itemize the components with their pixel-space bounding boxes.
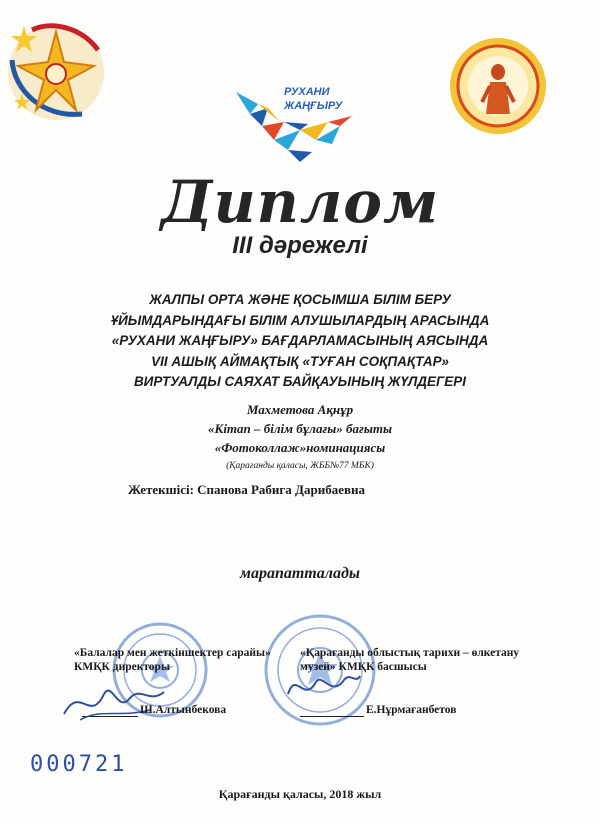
- award-description: [0, 290, 600, 393]
- right-org-line1: «Қарағанды облыстық тарихи – өлкетану: [300, 647, 520, 659]
- description-line: ҰЙЫМДАРЫНДАҒЫ БІЛІМ АЛУШЫЛАРДЫҢ АРАСЫНДА: [110, 312, 490, 328]
- description-line: ВИРТУАЛДЫ САЯХАТ БАЙҚАУЫНЫҢ ЖҮЛДЕГЕРІ: [133, 374, 467, 389]
- degree-label: III дәрежелі: [232, 232, 368, 259]
- winner-school: (Қарағанды қаласы, ЖББ№77 МБК): [226, 461, 374, 471]
- description-line: ЖАЛПЫ ОРТА ЖӘНЕ ҚОСЫМША БІЛІМ БЕРУ: [149, 292, 451, 307]
- winner-direction: «Кітап – білім бұлағы» бағыты: [208, 421, 392, 436]
- right-signature-line: [300, 716, 364, 717]
- logo-text-line2: ЖАҢҒЫРУ: [284, 100, 343, 112]
- description-line: VII АШЫҚ АЙМАҚТЫҚ «ТУҒАН СОҚПАҚТАР»: [151, 353, 449, 369]
- left-signatory-org: [74, 646, 271, 674]
- right-org-line2: музей» КМҚК басшысы: [300, 661, 427, 673]
- palace-emblem: [2, 10, 110, 130]
- winner-nomination: «Фотоколлаж»номинациясы: [214, 440, 386, 455]
- left-signature: [60, 674, 170, 726]
- rukhani-zhangyru-logo: [228, 78, 368, 168]
- right-signature: [282, 664, 362, 710]
- serial-number: 000721: [30, 752, 128, 777]
- winner-block: [0, 400, 600, 476]
- museum-emblem: [448, 36, 548, 136]
- left-org-line1: «Балалар мен жеткіншектер сарайы»: [74, 647, 271, 659]
- right-signatory-name: Е.Нұрмағанбетов: [366, 704, 457, 716]
- left-org-line2: КМҚК директоры: [74, 661, 170, 673]
- logo-text-line1: РУХАНИ: [284, 86, 330, 98]
- left-signatory-name: Ш.Алтынбекова: [140, 704, 227, 716]
- award-verb: марапатталады: [240, 565, 360, 582]
- mentor-line: Жетекшісі: Спанова Рабига Дарибаевна: [128, 482, 366, 497]
- footer-place-year: Қарағанды қаласы, 2018 жыл: [218, 787, 382, 801]
- winner-name: Махметова Ақнұр: [246, 402, 354, 417]
- description-line: «РУХАНИ ЖАҢҒЫРУ» БАҒДАРЛАМАСЫНЫҢ АЯСЫНДА: [111, 333, 489, 348]
- diploma-title: Диплом: [160, 168, 440, 236]
